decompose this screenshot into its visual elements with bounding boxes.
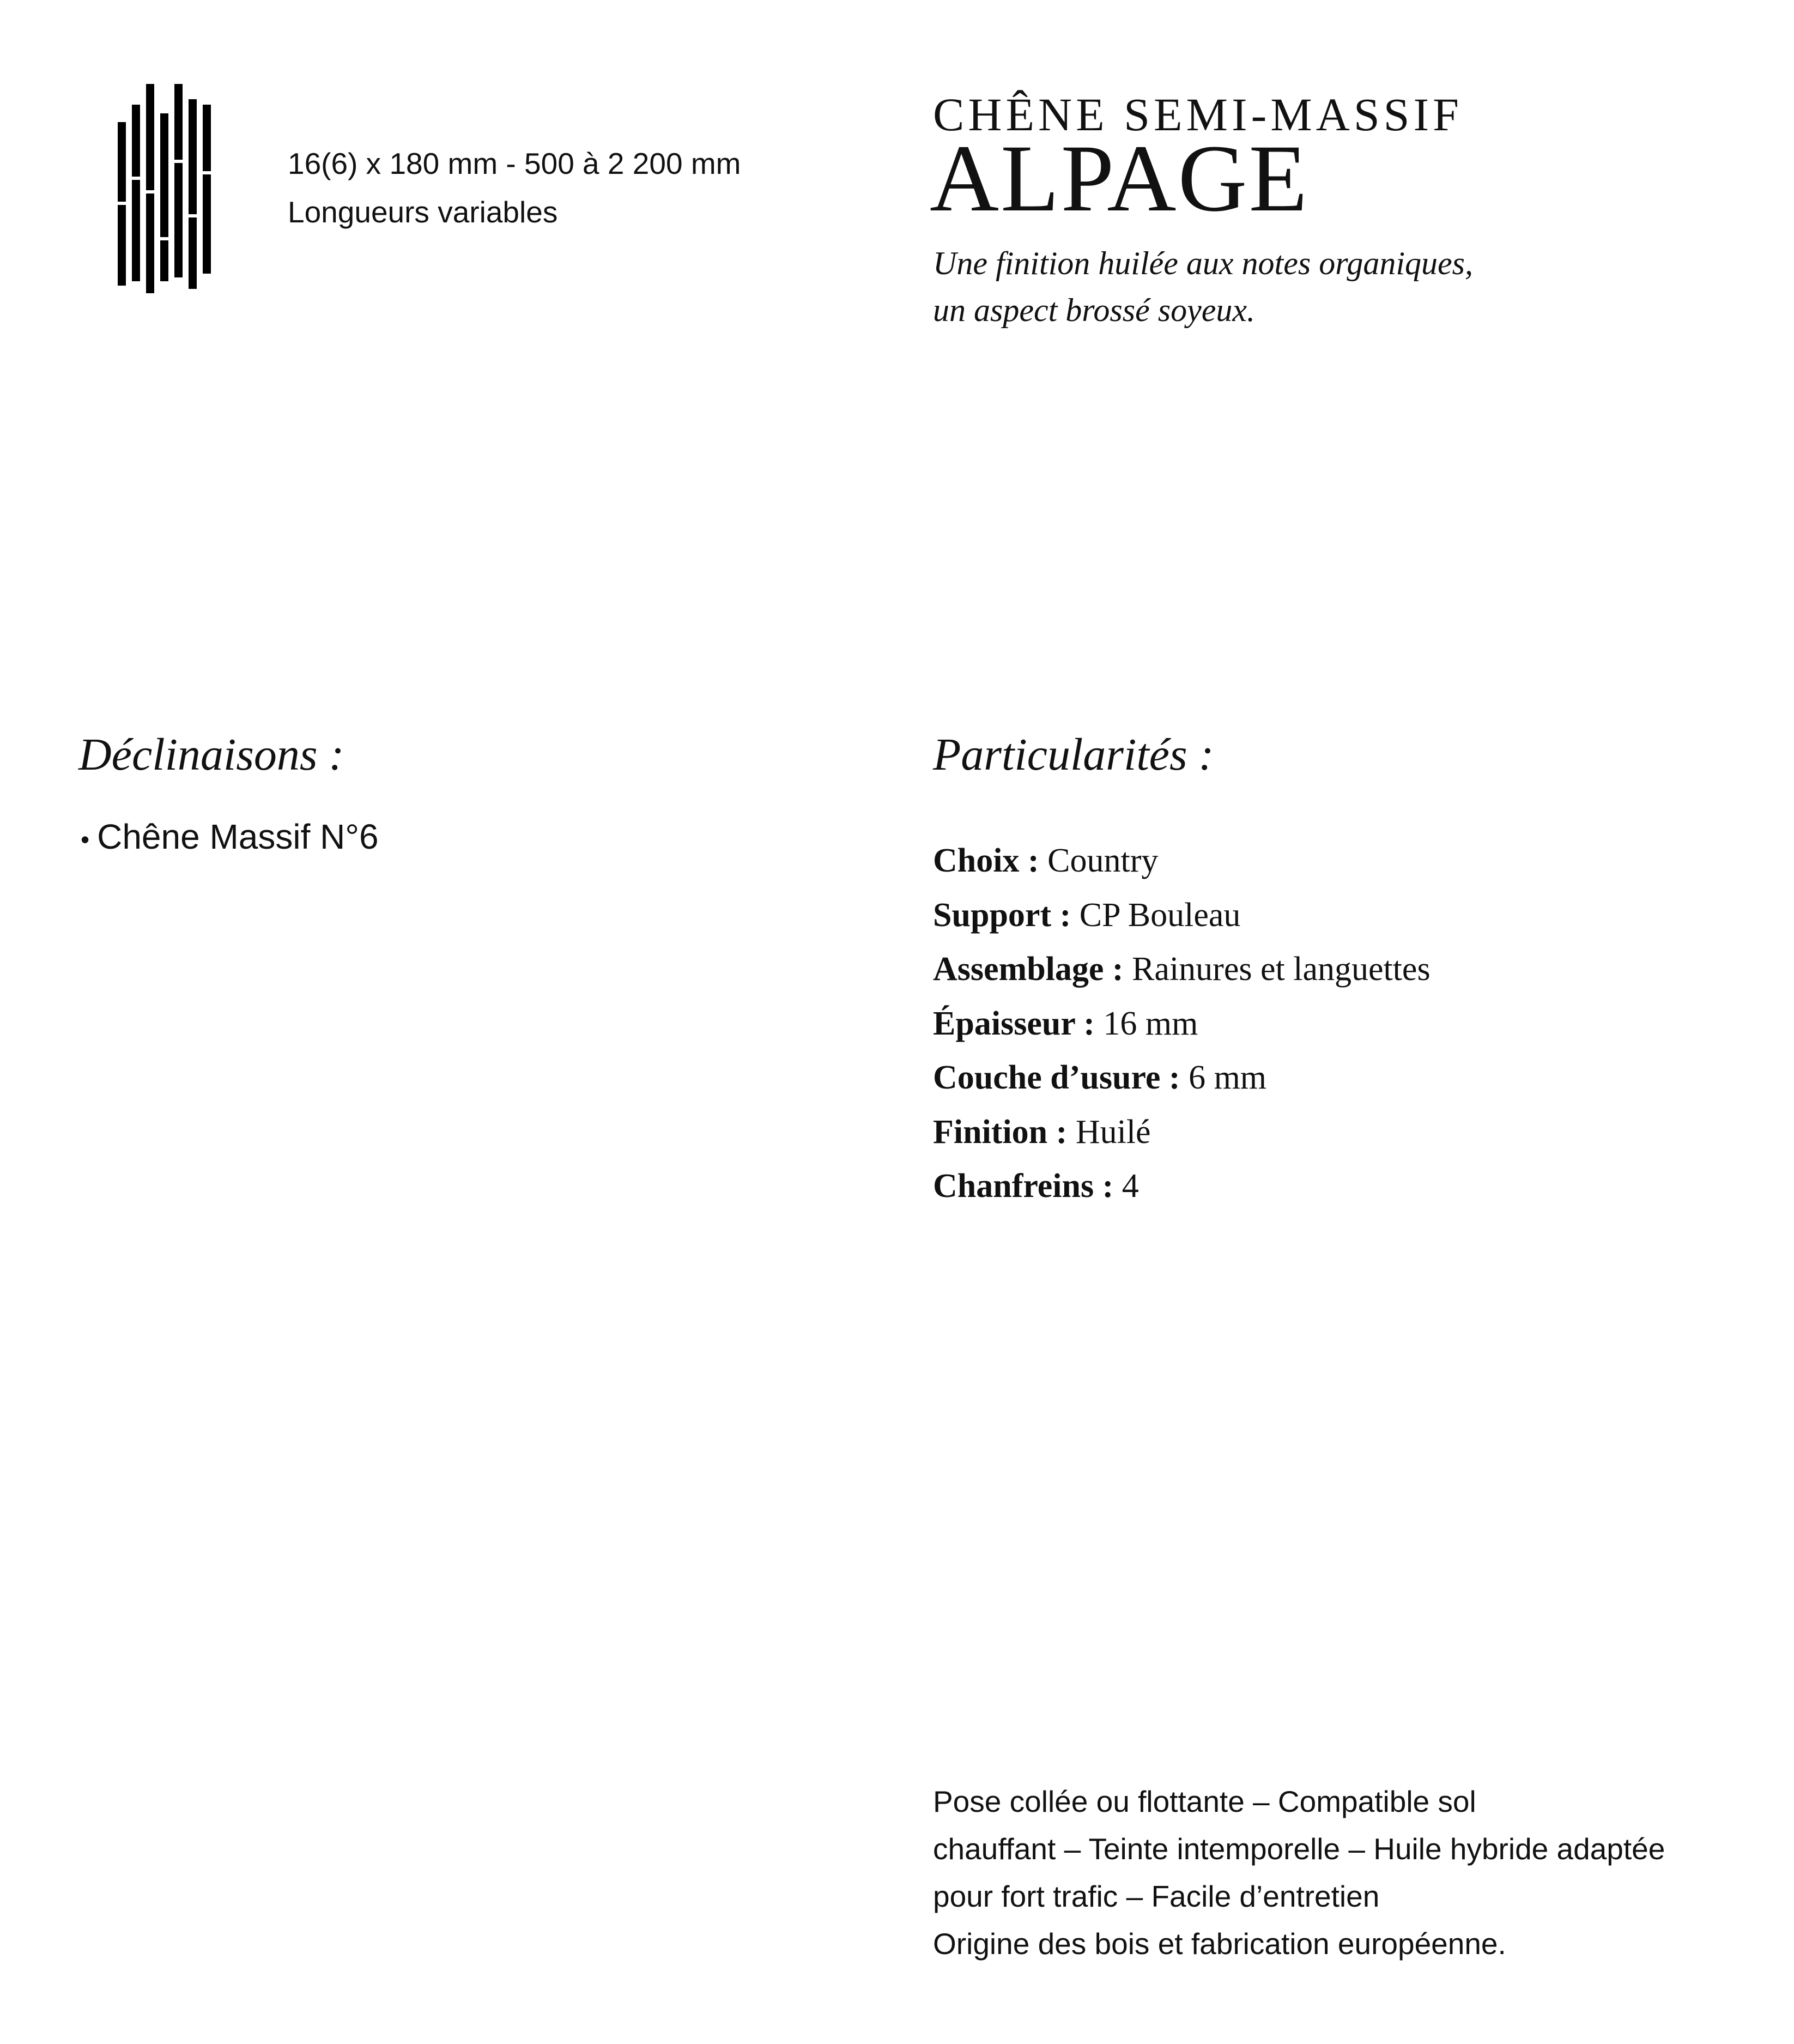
spec-value: Rainures et languettes [1132, 951, 1431, 988]
tagline-line: Une finition huilée aux notes organiques, [933, 245, 1473, 281]
particularites-title: Particularités : [933, 729, 1214, 780]
spec-value: Huilé [1075, 1113, 1151, 1151]
spec-value: 4 [1122, 1168, 1139, 1205]
declinaisons-list [81, 817, 379, 857]
lengths-text: Longueurs variables [288, 195, 558, 229]
product-tagline [933, 240, 1473, 334]
spec-value: 6 mm [1189, 1059, 1267, 1096]
footer-line: pour fort trafic – Facile d’entretien [933, 1879, 1380, 1913]
spec-label: Chanfreins : [933, 1168, 1114, 1205]
spec-label: Assemblage : [933, 951, 1124, 988]
spec-label: Couche d’usure : [933, 1059, 1180, 1096]
spec-label: Support : [933, 896, 1071, 934]
list-item-label: Chêne Massif N°6 [97, 817, 379, 856]
spec-label: Finition : [933, 1113, 1068, 1151]
spec-value: 16 mm [1103, 1005, 1198, 1042]
bullet: • [81, 825, 90, 854]
spec-row-couche-usure [933, 1051, 1431, 1105]
spec-row-choix [933, 834, 1431, 888]
list-item [81, 817, 379, 857]
spec-label: Choix : [933, 842, 1039, 879]
spec-row-finition [933, 1105, 1431, 1160]
footer-line: Pose collée ou flottante – Compatible sol [933, 1785, 1476, 1818]
spec-row-epaisseur [933, 997, 1431, 1051]
spec-value: CP Bouleau [1079, 896, 1241, 934]
dimensions-text: 16(6) x 180 mm - 500 à 2 200 mm [288, 147, 741, 180]
spec-value: Country [1047, 842, 1159, 879]
declinaisons-title: Déclinaisons : [78, 729, 344, 780]
product-name: ALPAGE [930, 125, 1310, 232]
footer-line: chauffant – Teinte intemporelle – Huile hybride adaptée [933, 1832, 1665, 1866]
footer-line: Origine des bois et fabrication européenne. [933, 1927, 1506, 1961]
tagline-line: un aspect brossé soyeux. [933, 292, 1255, 328]
spec-row-support [933, 888, 1431, 943]
spec-row-chanfreins [933, 1159, 1431, 1214]
plank-pattern-icon [118, 84, 216, 293]
product-category: CHÊNE SEMI-MASSIF [933, 88, 1463, 141]
spec-row-assemblage [933, 942, 1431, 997]
footer-description [933, 1778, 1665, 1968]
spec-label: Épaisseur : [933, 1005, 1095, 1042]
specs-list [933, 834, 1431, 1214]
